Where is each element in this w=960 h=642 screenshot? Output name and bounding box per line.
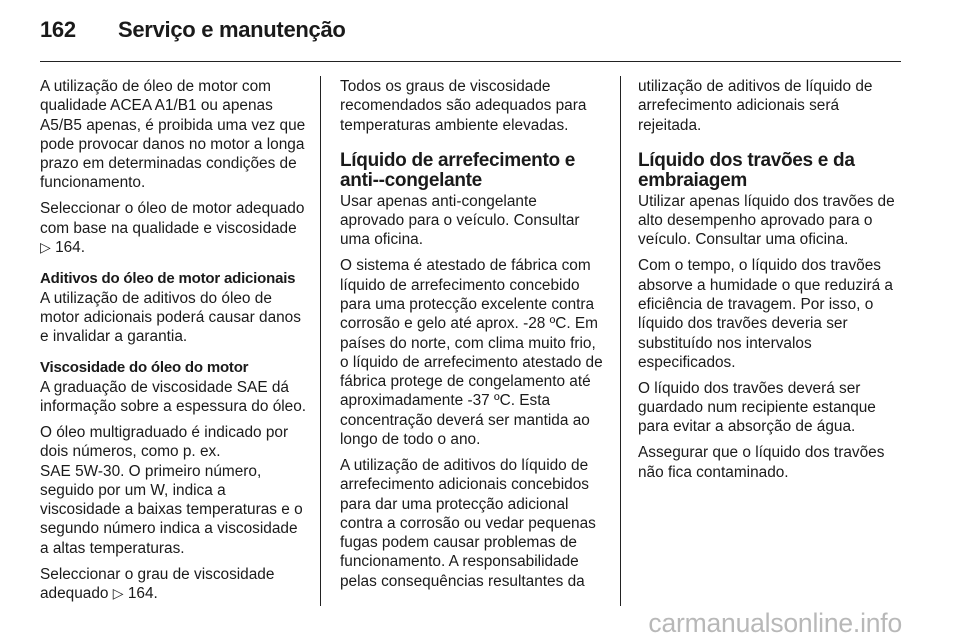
paragraph: Utilizar apenas líquido dos travões de alto desempenho aprovado para o veículo. Consultar uma oficina.	[638, 192, 895, 249]
paragraph-text: Seleccionar o grau de viscosidade adequado	[40, 565, 275, 602]
page-ref-link[interactable]: 164.	[127, 584, 158, 602]
column-3	[638, 77, 904, 488]
page-header	[0, 0, 960, 62]
paragraph	[40, 565, 308, 604]
paragraph: O sistema é atestado de fábrica com líquido de arrefecimento concebido para uma protecção excelente contra corrosão e gelo até aprox. -28 ºC. Em países do norte, com clima muito frio, o líquido de arrefecimento atestado de fábrica protege de congelamento até aproximadamente -37 ºC. Esta concentração deverá ser mantida ao longo de todo o ano.	[340, 257, 603, 449]
paragraph: A graduação de viscosidade SAE dá informação sobre a espessura do óleo.	[40, 378, 307, 416]
watermark: carmanualsonline.info	[648, 608, 902, 638]
paragraph: Todos os graus de viscosidade recomendados são adequados para temperaturas ambiente elevadas.	[340, 78, 587, 134]
paragraph-text: Seleccionar o óleo de motor adequado com base na qualidade e viscosidade	[40, 200, 305, 237]
section-heading: Líquido de arrefecimento e anti--congelante	[340, 149, 576, 192]
paragraph: A utilização de óleo de motor com qualidade ACEA A1/B1 ou apenas A5/B5 apenas, é proibida uma vez que pode provocar danos no motor a longa prazo em determinadas condições de funcionamento.	[40, 78, 306, 192]
column-divider-2	[620, 76, 621, 606]
paragraph: Assegurar que o líquido dos travões não fica contaminado.	[638, 444, 885, 481]
paragraph-text: SAE 5W-30. O primeiro número, seguido por um W, indica a viscosidade a baixas temperaturas e o segundo número indica a viscosidade a altas temperaturas.	[40, 462, 303, 557]
paragraph: utilização de aditivos de líquido de arrefecimento adicionais será rejeitada.	[638, 78, 873, 134]
paragraph: A utilização de aditivos do óleo de motor adicionais poderá causar danos e invalidar a garantia.	[40, 289, 301, 346]
column-divider-1	[320, 76, 321, 606]
paragraph	[40, 423, 308, 558]
column-2	[340, 77, 604, 598]
paragraph: A utilização de aditivos do líquido de arrefecimento adicionais concebidos para dar uma protecção adicional contra a corrosão ou vedar pequenas fugas podem causar problemas de funcionamento. A responsabilidade pelas consequências resultantes da	[340, 456, 596, 590]
arrow-right-icon: ▷	[40, 238, 51, 255]
paragraph: Usar apenas anti-congelante aprovado para o veículo. Consultar uma oficina.	[340, 192, 580, 249]
paragraph-text: O óleo multigraduado é indicado por dois números, como p. ex.	[40, 423, 289, 461]
chapter-title: Serviço e manutenção	[118, 17, 346, 42]
section-heading: Líquido dos travões e da embraiagem	[638, 149, 855, 192]
header-divider	[40, 61, 901, 62]
paragraph: Com o tempo, o líquido dos travões absorve a humidade o que reduzirá a eficiência de travagem. Por isso, o líquido dos travões deveria ser substituído nos intervalos especificados.	[638, 257, 893, 371]
arrow-right-icon: ▷	[112, 584, 124, 601]
section-heading: Viscosidade do óleo do motor	[40, 359, 249, 377]
page-number: 162	[40, 17, 76, 42]
column-1	[40, 77, 308, 610]
page-ref-link[interactable]: 164.	[55, 238, 86, 256]
section-heading: Aditivos do óleo de motor adicionais	[40, 270, 296, 288]
paragraph	[40, 199, 308, 257]
paragraph: O líquido dos travões deverá ser guardado num recipiente estanque para evitar a absorção de água.	[638, 379, 876, 436]
